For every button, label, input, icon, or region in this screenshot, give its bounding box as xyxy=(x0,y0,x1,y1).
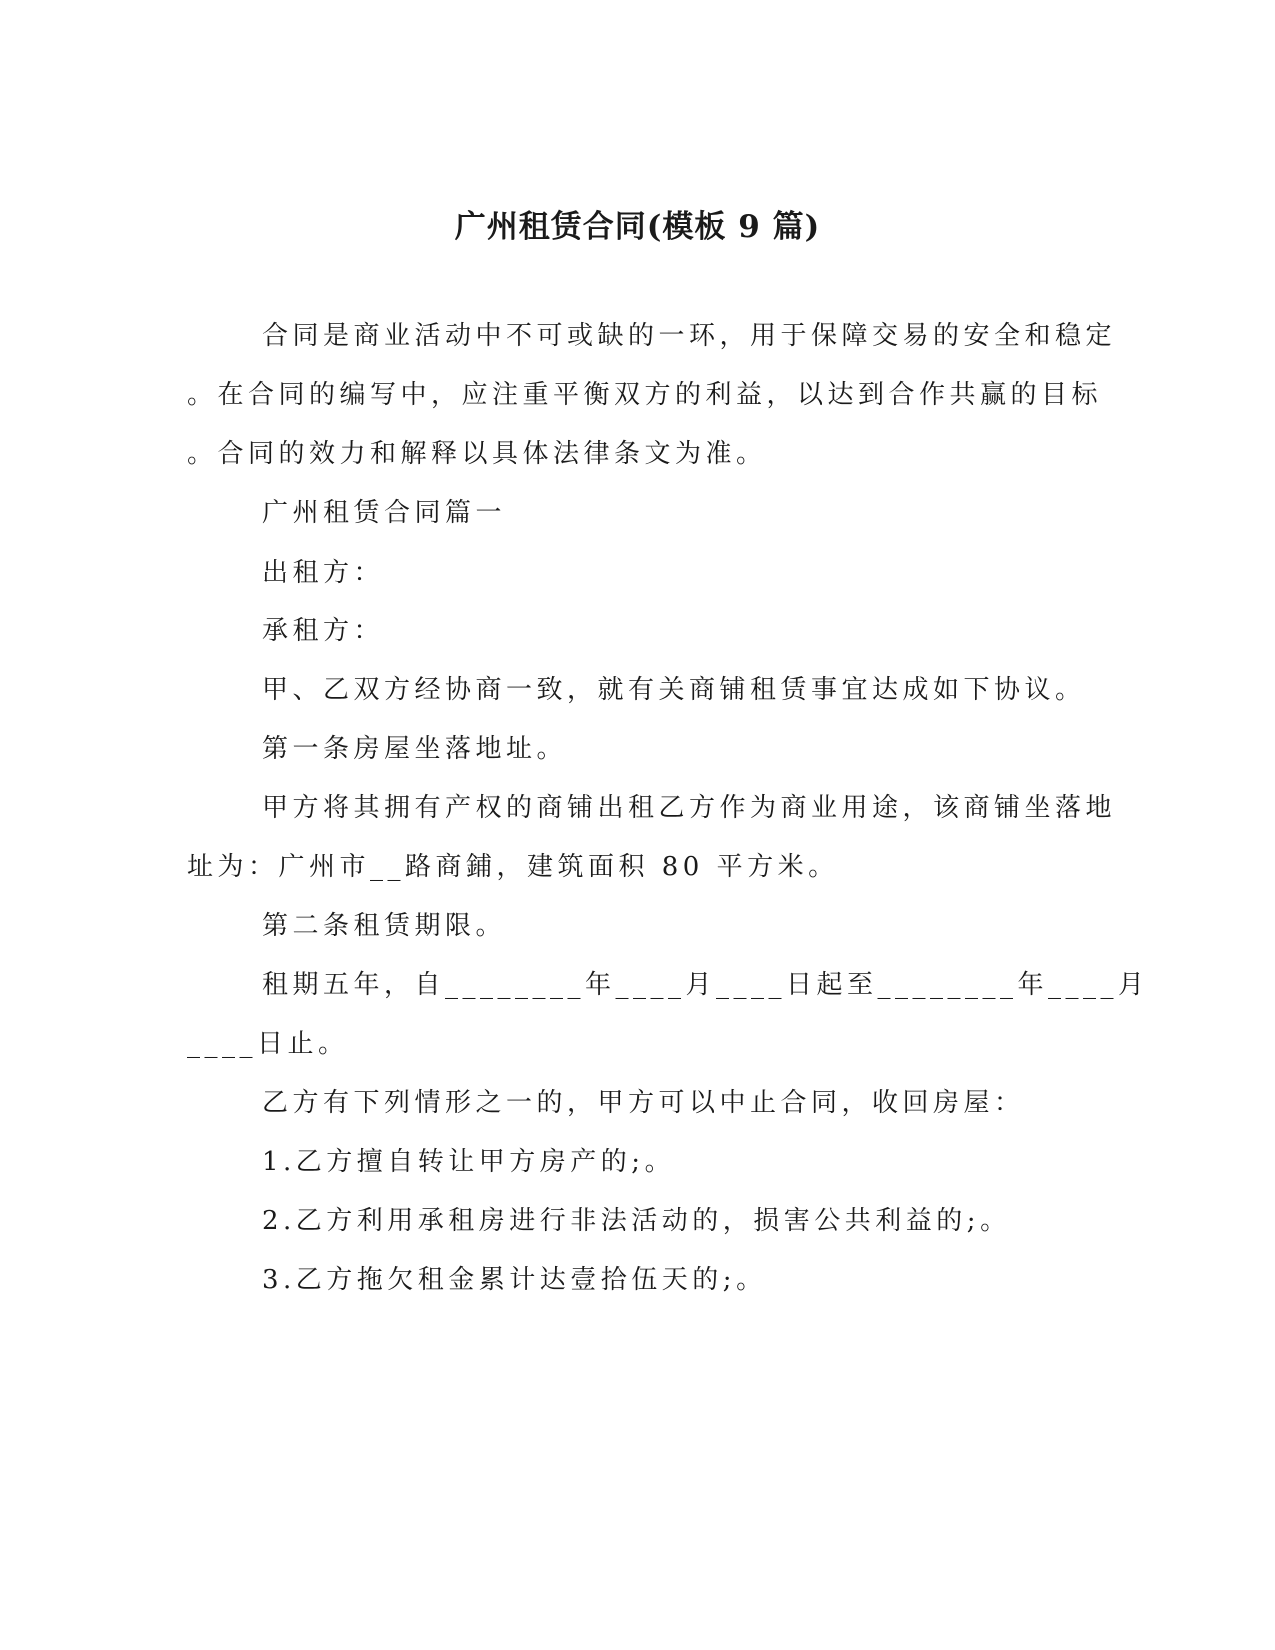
article2-line-1: 租期五年，自________年____月____日起至________年____月 xyxy=(262,970,1149,1000)
intro-line-3: 。合同的效力和解释以具体法律条文为准。 xyxy=(187,439,767,469)
termination-item-3: 3.乙方拖欠租金累计达壹拾伍天的;。 xyxy=(262,1265,767,1295)
termination-item-2: 2.乙方利用承租房进行非法活动的，损害公共利益的;。 xyxy=(262,1206,1011,1236)
termination-item-1: 1.乙方擅自转让甲方房产的;。 xyxy=(262,1147,676,1177)
article2-heading: 第二条租赁期限。 xyxy=(262,911,507,941)
article2-line-2: ____日止。 xyxy=(187,1029,349,1059)
agreement-line: 甲、乙双方经协商一致，就有关商铺租赁事宜达成如下协议。 xyxy=(262,675,1086,705)
termination-intro: 乙方有下列情形之一的，甲方可以中止合同，收回房屋： xyxy=(262,1088,1025,1118)
intro-line-1: 合同是商业活动中不可或缺的一环，用于保障交易的安全和稳定 xyxy=(262,321,1117,351)
lessor-label: 出租方： xyxy=(262,558,385,588)
document-title: 广州租赁合同(模板 9 篇) xyxy=(454,209,821,245)
article1-line-1: 甲方将其拥有产权的商铺出租乙方作为商业用途，该商铺坐落地 xyxy=(262,793,1117,823)
article1-heading: 第一条房屋坐落地址。 xyxy=(262,734,568,764)
intro-line-2: 。在合同的编写中，应注重平衡双方的利益，以达到合作共赢的目标 xyxy=(187,380,1103,410)
lessee-label: 承租方： xyxy=(262,616,385,646)
section-heading: 广州租赁合同篇一 xyxy=(262,498,507,528)
article1-line-2: 址为：广州市__路商鋪，建筑面积 80 平方米。 xyxy=(187,852,839,882)
